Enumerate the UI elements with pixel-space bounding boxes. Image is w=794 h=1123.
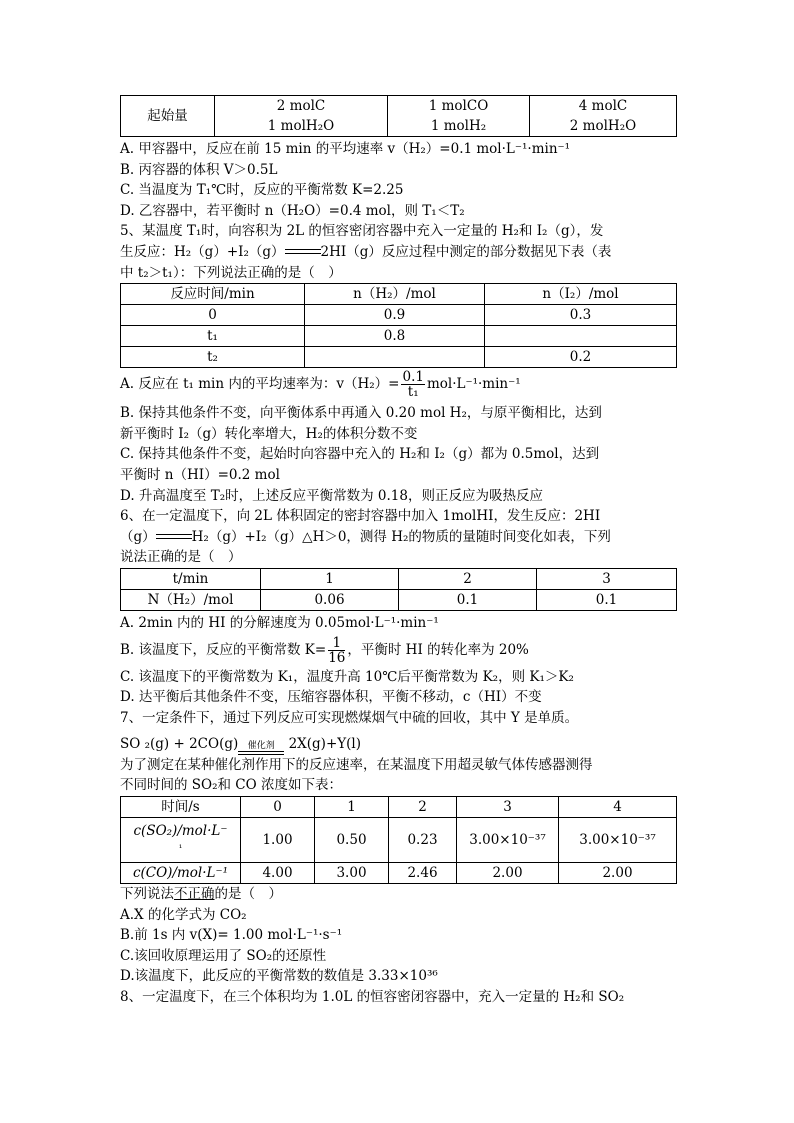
table-cell: 1.00 <box>241 818 315 863</box>
q7-data-table <box>120 796 677 884</box>
q6-option-a: A. 2min 内的 HI 的分解速度为 0.05mol·L⁻¹·min⁻¹ <box>120 614 439 631</box>
q6-stem-line1: 6、在一定温度下，向 2L 体积固定的密封容器中加入 1molHI，发生反应：2HI <box>120 508 601 525</box>
q5-stem-line2: 生反应：H₂（g）+I₂（g） 2HI（g）反应过程中测定的部分数据见下表（表 <box>120 243 612 260</box>
table-header: 反应时间/min <box>121 284 305 305</box>
table-row <box>121 863 677 884</box>
table-cell: 1 molCO 1 molH₂ <box>388 96 530 137</box>
table-cell: c(SO₂)/mol·L⁻ ¹ <box>121 818 241 863</box>
table-cell <box>305 347 485 368</box>
table-cell: 0.2 <box>485 347 677 368</box>
table-cell: 3.00 <box>315 863 389 884</box>
table-cell: 2.00 <box>457 863 559 884</box>
table-header: t/min <box>121 568 261 589</box>
q7-option-d: D.该温度下，此反应的平衡常数的数值是 3.33×10³⁶ <box>120 968 438 985</box>
q4-option-a: A. 甲容器中，反应在前 15 min 的平均速率 v（H₂）=0.1 mol·L⁻¹·min⁻¹ <box>120 141 571 157</box>
q7-option-b: B.前 1s 内 v(X)= 1.00 mol·L⁻¹·s⁻¹ <box>120 927 343 944</box>
q6-option-d: D. 达平衡后其他条件不变，压缩容器体积，平衡不移动，c（HI）不变 <box>120 689 542 706</box>
table-row <box>121 818 677 863</box>
table-cell: 2 molC 1 molH₂O <box>215 96 388 137</box>
q5-stem-line3: 中 t₂＞t₁）：下列说法正确的是（ ） <box>120 264 342 281</box>
table-header: 3 <box>457 797 559 818</box>
q7-desc-line1: 为了测定在某种催化剂作用下的反应速率，在某温度下用超灵敏气体传感器测得 <box>120 756 593 773</box>
table-header: 1 <box>315 797 389 818</box>
table-row <box>121 347 677 368</box>
table-header-row <box>121 568 677 589</box>
q7-option-a: A.X 的化学式为 CO₂ <box>120 906 247 923</box>
q6-stem-line3: 说法正确的是（ ） <box>120 549 242 566</box>
fraction: $\frac{1}{16}$ <box>328 634 346 666</box>
q7-ask: 下列说法不正确的是（ ） <box>120 886 282 903</box>
table-header-row <box>121 284 677 305</box>
table-row <box>121 96 677 137</box>
q8-stem: 8、一定温度下，在三个体积均为 1.0L 的恒容密闭容器中，充入一定量的 H₂和 SO₂ <box>120 989 625 1006</box>
table-cell: 0.50 <box>315 818 389 863</box>
q6-stem-line2: （g） H₂（g）+I₂（g）△H＞0，测得 H₂的物质的量随时间变化如表，下列 <box>120 528 611 545</box>
q5-option-c-line2: 平衡时 n（HI）=0.2 mol <box>120 466 280 483</box>
table-header: n（I₂）/mol <box>485 284 677 305</box>
table-cell: 2.00 <box>559 863 677 884</box>
q5-stem-line1: 5、某温度 T₁时，向容积为 2L 的恒容密闭容器中充入一定量的 H₂和 I₂（g），发 <box>120 223 604 240</box>
table-header: 1 <box>261 568 399 589</box>
table-cell: 3.00×10⁻³⁷ <box>457 818 559 863</box>
q7-desc-line2: 不同时间的 SO₂和 CO 浓度如下表： <box>120 777 342 794</box>
table-header: 时间/s <box>121 797 241 818</box>
table-cell: N（H₂）/mol <box>121 589 261 610</box>
table-cell: 0.1 <box>537 589 677 610</box>
table-cell: 2.46 <box>389 863 457 884</box>
fraction: $\frac{0.1}{\text{t₁}}$ <box>402 369 424 401</box>
table-row <box>121 326 677 347</box>
table-cell: 0.9 <box>305 305 485 326</box>
q5-option-d: D. 升高温度至 T₂时，上述反应平衡常数为 0.18，则正反应为吸热反应 <box>120 487 543 504</box>
start-amount-table <box>120 95 677 137</box>
document-page <box>120 95 676 1008</box>
q5-option-b-line1: B. 保持其他条件不变，向平衡体系中再通入 0.20 mol H₂，与原平衡相比，达到 <box>120 405 602 422</box>
q5-option-a: A. 反应在 t₁ min 内的平均速率为：v（H₂）= $\frac{0.1}{\text{t₁}}$ mol·L⁻¹·min⁻¹ <box>120 369 521 401</box>
table-header: 4 <box>559 797 677 818</box>
q4-option-c: C. 当温度为 T₁℃时，反应的平衡常数 K=2.25 <box>120 182 404 199</box>
table-row <box>121 589 677 610</box>
table-cell: t₁ <box>121 326 305 347</box>
table-cell: c(CO)/mol·L⁻¹ <box>121 863 241 884</box>
q6-data-table <box>120 568 677 611</box>
q4-option-d: D. 乙容器中，若平衡时 n（H₂O）=0.4 mol，则 T₁＜T₂ <box>120 202 465 219</box>
table-cell: 0 <box>121 305 305 326</box>
q5-data-table <box>120 283 677 368</box>
table-header: 0 <box>241 797 315 818</box>
table-row <box>121 305 677 326</box>
q6-option-c: C. 该温度下的平衡常数为 K₁，温度升高 10℃后平衡常数为 K₂，则 K₁＞K₂ <box>120 668 574 685</box>
table-cell: 4 molC 2 molH₂O <box>530 96 677 137</box>
catalyst-arrow: 催化剂 <box>238 741 284 755</box>
table-cell: 0.1 <box>399 589 537 610</box>
equilibrium-arrow-icon <box>156 532 192 542</box>
table-header: 2 <box>389 797 457 818</box>
q7-equation: SO ₂(g) + 2CO(g) 催化剂 2X(g)+Y(l) <box>120 734 676 755</box>
table-cell: 0.06 <box>261 589 399 610</box>
table-cell: t₂ <box>121 347 305 368</box>
table-header: 2 <box>399 568 537 589</box>
table-cell: 0.23 <box>389 818 457 863</box>
table-header: n（H₂）/mol <box>305 284 485 305</box>
table-cell: 3.00×10⁻³⁷ <box>559 818 677 863</box>
equilibrium-arrow-icon <box>285 247 321 257</box>
q4-option-b: B. 丙容器的体积 V＞0.5L <box>120 161 278 178</box>
table-header: 3 <box>537 568 677 589</box>
q5-option-b-line2: 新平衡时 I₂（g）转化率增大，H₂的体积分数不变 <box>120 425 418 442</box>
q6-option-b: B. 该温度下，反应的平衡常数 K= $\frac{1}{16}$ ，平衡时 HI 的转化率为 20% <box>120 634 529 666</box>
table-cell: 4.00 <box>241 863 315 884</box>
table-cell <box>485 326 677 347</box>
table-cell: 起始量 <box>121 96 215 137</box>
table-cell: 0.8 <box>305 326 485 347</box>
table-header-row <box>121 797 677 818</box>
q7-option-c: C.该回收原理运用了 SO₂的还原性 <box>120 947 327 964</box>
table-cell: 0.3 <box>485 305 677 326</box>
q7-stem: 7、一定条件下，通过下列反应可实现燃煤烟气中硫的回收，其中 Y 是单质。 <box>120 709 579 726</box>
q5-option-c-line1: C. 保持其他条件不变，起始时向容器中充入的 H₂和 I₂（g）都为 0.5mol，达到 <box>120 446 600 463</box>
